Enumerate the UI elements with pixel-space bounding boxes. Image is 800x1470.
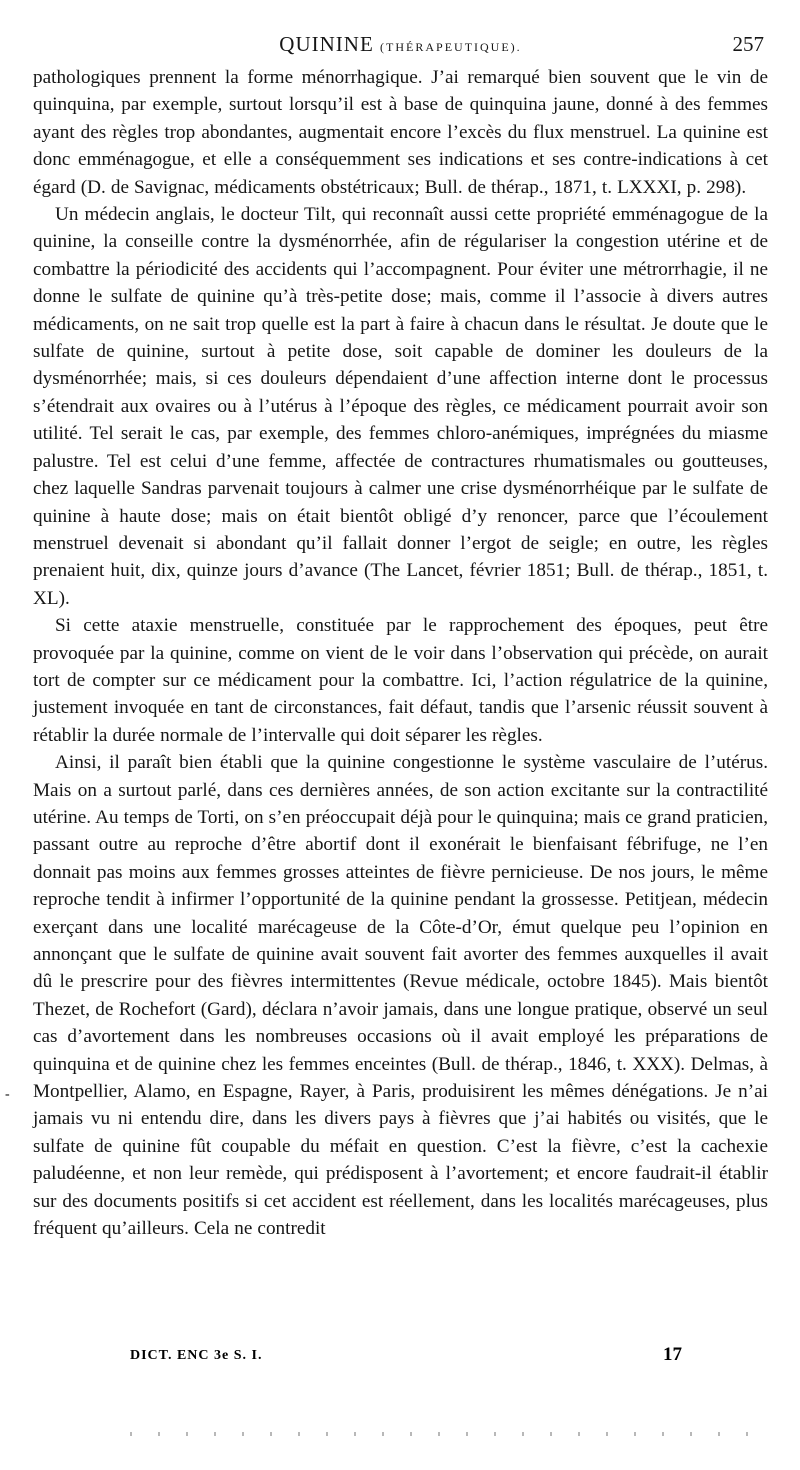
running-title-subtitle: (THÉRAPEUTIQUE). [380,40,522,54]
scan-artifact-dots [130,1432,750,1436]
margin-mark: - [5,1087,10,1102]
paragraph-1: pathologiques prennent la forme ménorrhagique. J’ai remarqué bien souvent que le vin de quinquina, par exemple, surtout lorsqu’il est à base de quinquina jaune, donné à des femmes ayant des règles trop abondantes, augmentait encore l’excès du flux menstruel. La quinine est donc emménagogue, et elle a conséquemment ses indications et ses contre-indications à cet égard (D. de Savignac, médicaments obstétricaux; Bull. de thérap., 1871, t. LXXXI, p. 298). [33,67,768,198]
running-head [33,30,768,64]
paragraph-2: Un médecin anglais, le docteur Tilt, qui reconnaît aussi cette propriété emménagogue de la quinine, la conseille contre la dysménorrhée, afin de régulariser la congestion utérine et de combattre la périodicité des accidents qui l’accompagnent. Pour éviter une métrorrhagie, il ne donne le sulfate de quinine qu’à très-petite dose; mais, comme il l’associe à divers autres médicaments, on ne sait trop quelle est la part à faire à chacun dans le résultat. Je doute que le sulfate de quinine, surtout à petite dose, soit capable de dominer les douleurs de la dysménorrhée; mais, si ces douleurs dépendaient d’une affection interne dont le processus s’étendrait aux ovaires ou à l’utérus à l’époque des règles, ce médicament pourrait avoir son utilité. Tel serait le cas, par exemple, des femmes chloro-anémiques, imprégnées du miasme palustre. Tel est celui d’une femme, affectée de contractures rhumatismales ou goutteuses, chez laquelle Sandras parvenait toujours à calmer une crise dysménorrhéique par le sulfate de quinine à haute dose; mais on était bientôt obligé d’y renoncer, parce que l’écoulement menstruel devenait si abondant qu’il fallait donner l’ergot de seigle; en outre, les règles prenaient huit, dix, quinze jours d’avance (The Lancet, février 1851; Bull. de thérap., 1851, t. XL). [33,204,768,609]
running-title [33,32,768,57]
footer-signature: DICT. ENC 3e S. I. [130,1348,263,1363]
paragraph-4: Ainsi, il paraît bien établi que la quinine congestionne le système vasculaire de l’utérus. Mais on a surtout parlé, dans ces dernières années, de son action excitante sur la contractilité utérine. Au temps de Torti, on s’en préoccupait déjà pour le quinquina; mais ce grand praticien, passant outre au reproche d’être abortif dont il exonérait le bienfaisant fébrifuge, ne l’en donnait pas moins aux femmes grosses atteintes de fièvre pernicieuse. De nos jours, le même reproche tendit à infirmer l’opportunité de la quinine pendant la grossesse. Petitjean, médecin exerçant dans une localité marécageuse de la Côte-d’Or, émut quelque peu l’opinion en annonçant que le sulfate de quinine avait souvent fait avorter des femmes auxquelles il avait dû le prescrire pour des fièvres intermittentes (Revue médicale, octobre 1845). Mais bientôt Thezet, de Rochefort (Gard), déclara n’avoir jamais, dans une longue pratique, observé un seul cas d’avortement dans les nombreuses occasions où il avait employé les préparations de quinquina et de quinine chez les femmes enceintes (Bull. de thérap., 1846, t. XXX). Delmas, à Montpellier, Alamo, en Espagne, Rayer, à Paris, produisirent les mêmes dénégations. Je n’ai jamais vu ni entendu dire, dans les divers pays à fièvres que j’ai habités ou visités, que le sulfate de quinine fût coupable du méfait en question. C’est la fièvre, c’est la cachexie paludéenne, et non leur remède, qui prédisposent à l’avortement; et encore faudrait-il établir sur des documents positifs si cet accident est réellement, dans les localités marécageuses, plus fréquent qu’ailleurs. Cela ne contredit [33,752,768,1240]
page-number: 257 [732,32,764,56]
page-footer [33,1344,768,1378]
body-text [33,64,768,1242]
running-title-main: QUININE [279,32,374,56]
footer-sheet-number: 17 [663,1344,682,1365]
paragraph-3: Si cette ataxie menstruelle, constituée par le rapprochement des époques, peut être provoquée par la quinine, comme on vient de le voir dans l’observation qui précède, on aurait tort de compter sur ce médicament pour la combattre. Ici, l’action régulatrice de la quinine, justement invoquée en tant de circonstances, fait défaut, tandis que l’arsenic réussit souvent à rétablir la durée normale de l’intervalle qui doit séparer les règles. [33,615,768,746]
